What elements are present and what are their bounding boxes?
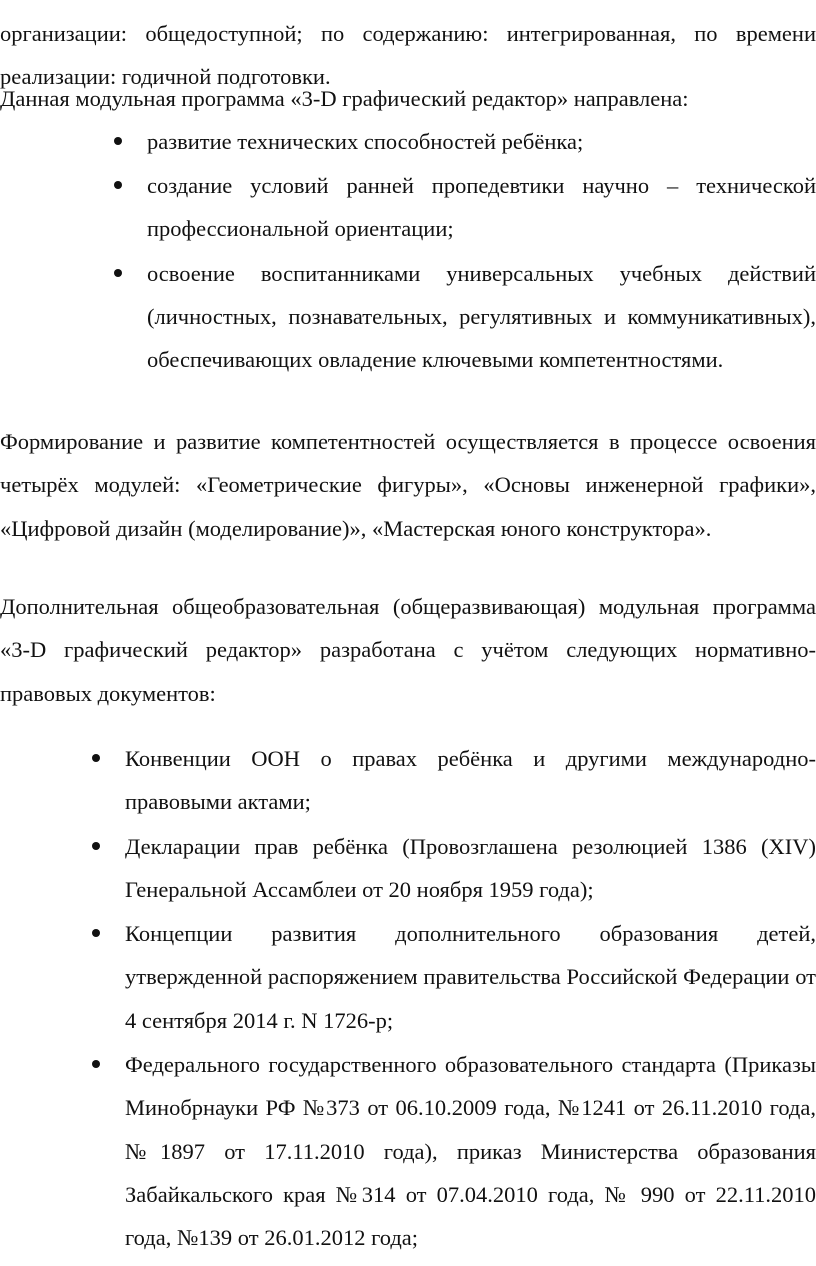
list-item-text: Федерального государственного образовательного стандарта (Приказы Минобрнауки РФ №373 от 06.10.2009 года, №1241 от 26.11.2010 года, №1897 от 17.11.2010 года), приказ Министерства образования Забайкальского края №314 от 07.04.2010 года, № 990 от 22.11.2010 года, №139 от 26.01.2012 года; (125, 1052, 816, 1251)
bullet-icon (92, 754, 100, 762)
list-item-text: освоение воспитанниками универсальных учебных действий (личностных, познавательных, регулятивных и коммуникативных), обеспечивающих овладение ключевыми компетентностями. (147, 260, 816, 373)
documents-lead-paragraph: Дополнительная общеобразовательная (общеразвивающая) модульная программа «3-D графический редактор» разработана с учётом следующих нормативно-правовых документов: (0, 594, 816, 706)
list-item (125, 825, 816, 912)
bullet-icon (114, 269, 122, 277)
list-item (125, 1043, 816, 1259)
bullet-icon (92, 842, 100, 850)
list-item (147, 120, 816, 163)
documents-list (125, 737, 816, 1260)
aims-lead-paragraph: Данная модульная программа «3-D графический редактор» направлена: (0, 86, 689, 111)
bullet-icon (92, 1060, 100, 1068)
list-item-text: Конвенции ООН о правах ребёнка и другими международно-правовыми актами; (125, 746, 816, 815)
list-item (125, 912, 816, 1042)
bullet-icon (92, 929, 100, 937)
list-item (147, 164, 816, 251)
list-item-text: развитие технических способностей ребёнка; (147, 129, 584, 154)
aims-list (147, 120, 816, 381)
list-item (125, 737, 816, 824)
list-item-text: создание условий ранней пропедевтики научно – технической профессиональной ориентации; (147, 173, 816, 242)
bullet-icon (114, 181, 122, 189)
list-item-text: Концепции развития дополнительного образования детей, утвержденной распоряжением правительства Российской Федерации от 4 сентября 2014 г. N 1726-р; (125, 921, 816, 1033)
competence-paragraph: Формирование и развитие компетентностей осуществляется в процессе освоения четырёх модулей: «Геометрические фигуры», «Основы инженерной графики», «Цифровой дизайн (моделирование)», «Мастерская юного конструктора». (0, 429, 816, 541)
bullet-icon (114, 137, 122, 145)
list-item (147, 252, 816, 382)
list-item-text: Декларации прав ребёнка (Провозглашена резолюцией 1386 (XIV) Генеральной Ассамблеи от 20 ноября 1959 года); (125, 833, 816, 902)
intro-continuation-paragraph: организации: общедоступной; по содержанию: интегрированная, по времени реализации: годичной подготовки. (0, 21, 816, 90)
